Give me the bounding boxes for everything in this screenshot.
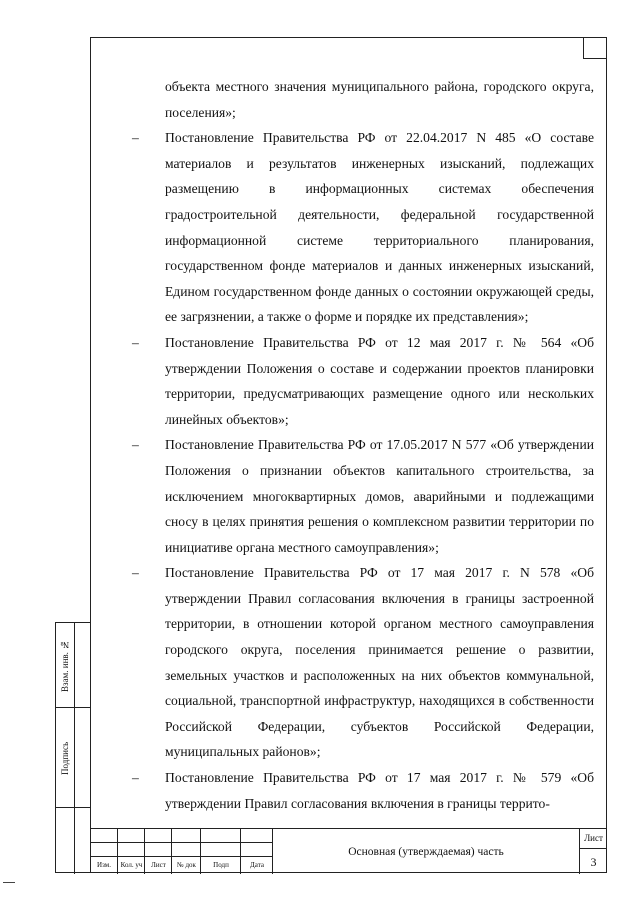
list-item-text: Постановление Правительства РФ от 22.04.2017 N 485 «О составе материалов и результатов инженерных изысканий, подлежащих размещению в информационных системах обеспечения градостроительной деятельности, федеральной государственной информационной системе территориального планирования, государственном фонде материалов и данных инженерных изысканий, Едином государственном фонде данных о состоянии окружающей среды, ее загрязнении, а также о форме и порядке их представления»; bbox=[165, 130, 594, 325]
col-doc-label: № док bbox=[177, 861, 196, 869]
list-item-text: Постановление Правительства РФ от 12 мая 2017 г. № 564 «Об утверждении Положения о составе и содержании проектов планировки территории, предусматривающих размещение одного или нескольких линейных объектов»; bbox=[165, 334, 594, 427]
side-stamp bbox=[55, 622, 90, 873]
corner-box bbox=[583, 37, 607, 59]
list-dash: – bbox=[132, 770, 139, 786]
list-dash: – bbox=[132, 565, 139, 581]
list-item bbox=[132, 432, 594, 560]
list-item bbox=[132, 125, 594, 330]
sheet-cell bbox=[579, 829, 607, 874]
paragraph-continuation: объекта местного значения муниципального района, городского округа, поселения»; bbox=[165, 79, 594, 120]
col-izm-label: Изм. bbox=[97, 861, 111, 869]
side-stamp-vzam bbox=[56, 623, 91, 708]
list-dash: – bbox=[132, 334, 139, 350]
stamp-divider bbox=[74, 808, 75, 874]
vzam-label: Взам. инв. № bbox=[60, 639, 70, 692]
col-kol-label: Кол. уч bbox=[120, 861, 143, 869]
document-title: Основная (утверждаемая) часть bbox=[348, 845, 504, 858]
list-item-text: Постановление Правительства РФ от 17.05.2017 N 577 «Об утверждении Положения о признании объектов капитального строительства, за исключением многоквартирных домов, аварийными и подлежащими сносу в целях принятия решения о комплексном развитии территории по инициативе органа местного самоуправления»; bbox=[165, 437, 594, 555]
col-podp-label: Подп bbox=[213, 861, 229, 869]
stamp-divider bbox=[74, 623, 75, 707]
document-body bbox=[132, 74, 594, 816]
list-item-text: Постановление Правительства РФ от 17 мая 2017 г. № 579 «Об утверждении Правил согласования включения в границы террито- bbox=[165, 770, 594, 811]
list-dash: – bbox=[132, 130, 139, 146]
list-item-text: Постановление Правительства РФ от 17 мая 2017 г. N 578 «Об утверждении Правил согласования включения в границы застроенной территории, в отношении которой органом местного самоуправления городского округа, поселения принимается решение о развитии, земельных участков и расположенных на них объектов коммунальной, социальной, транспортной инфраструктур, находящихся в собственности Российской Федерации, субъектов Российской Федерации, муниципальных районов»; bbox=[165, 565, 594, 760]
list-item bbox=[132, 765, 594, 816]
col-list-label: Лист bbox=[151, 861, 166, 869]
col-data-label: Дата bbox=[250, 861, 264, 869]
sheet-divider bbox=[580, 848, 607, 849]
list-item bbox=[132, 330, 594, 432]
sheet-number: 3 bbox=[590, 855, 597, 869]
podpis-label: Подпись bbox=[60, 741, 70, 775]
stamp-divider bbox=[74, 708, 75, 807]
list-dash: – bbox=[132, 437, 139, 453]
list-item bbox=[132, 560, 594, 765]
side-stamp-blank bbox=[56, 808, 91, 874]
side-stamp-podpis bbox=[56, 708, 91, 808]
edge-mark bbox=[3, 882, 15, 883]
title-block bbox=[90, 828, 607, 873]
sheet-label: Лист bbox=[584, 833, 603, 843]
